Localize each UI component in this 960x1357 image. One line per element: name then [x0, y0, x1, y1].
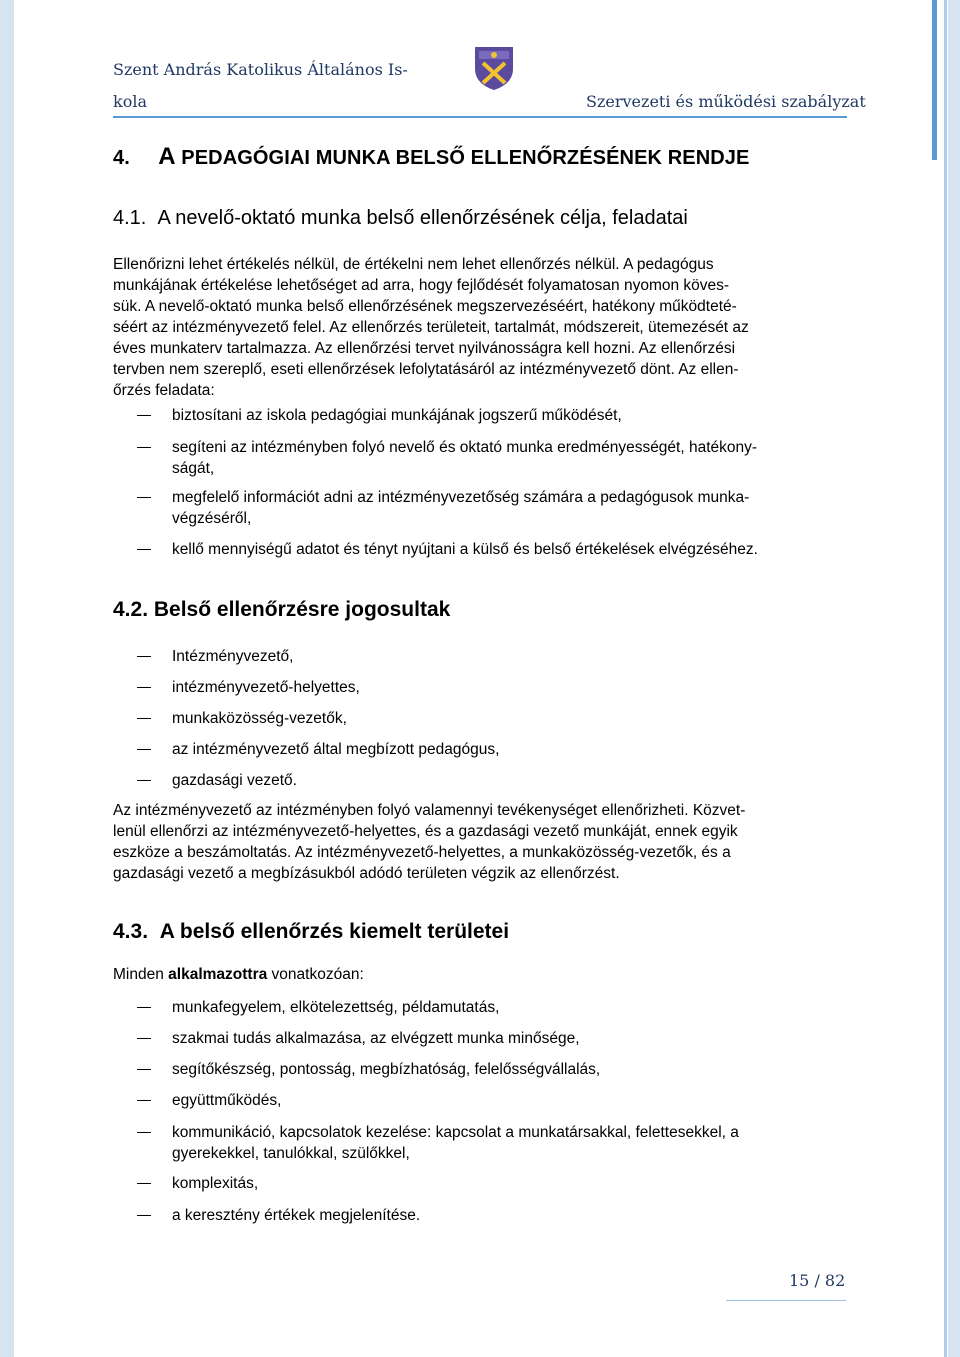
paragraph-line: eszköze a beszámoltatás. Az intézményvezető-helyettes, a munkaközösség-vezetők, és a [113, 844, 731, 861]
section-4-2-number: 4.2. [113, 598, 149, 621]
list-item-line: megfelelő információt adni az intézményvezetőség számára a pedagógusok munka- [172, 489, 750, 506]
intro-text-end: vonatkozóan: [267, 966, 364, 983]
section-4-2-paragraph [113, 800, 848, 884]
right-accent-bar [932, 0, 937, 160]
list-item [172, 1090, 847, 1111]
left-page-edge [0, 0, 14, 1357]
list-bullet-dash [137, 1183, 151, 1184]
list-item-line: komplexitás, [172, 1175, 259, 1192]
section-4-3-title: A belső ellenőrzés kiemelt területei [159, 920, 510, 943]
list-item-line: kellő mennyiségű adatot és tényt nyújtani a külső és belső értékelések elvégzéséhez. [172, 541, 758, 558]
list-bullet-dash [137, 497, 151, 498]
list-bullet-dash [137, 656, 151, 657]
list-item-line: biztosítani az iskola pedagógiai munkájának jogszerű működését, [172, 407, 622, 424]
list-bullet-dash [137, 1100, 151, 1101]
list-item-line: munkafegyelem, elkötelezettség, példamutatás, [172, 999, 500, 1016]
section-4-heading [113, 143, 749, 171]
section-4-2-heading [113, 598, 450, 622]
section-4-1-number: 4.1. [113, 207, 147, 229]
list-item [172, 1028, 847, 1049]
section-4-number: 4. [113, 147, 130, 169]
list-item-line: a keresztény értékek megjelenítése. [172, 1207, 421, 1224]
section-4-2-title: Belső ellenőrzésre jogosultak [153, 598, 451, 621]
list-item-line: kommunikáció, kapcsolatok kezelése: kapcsolat a munkatársakkal, felettesekkel, a [172, 1124, 739, 1141]
list-item [172, 1173, 847, 1194]
list-item-line: gyerekekkel, tanulókkal, szülőkkel, [172, 1145, 410, 1162]
section-4-1-heading [113, 207, 688, 230]
section-4-1-paragraph [113, 254, 848, 401]
list-bullet-dash [137, 1215, 151, 1216]
header-doc-title: Szervezeti és működési szabályzat [586, 92, 866, 111]
intro-bold-text: alkalmazottra [168, 966, 268, 983]
header-rule [113, 116, 847, 118]
section-4-3-intro [113, 964, 848, 985]
list-bullet-dash [137, 687, 151, 688]
list-item-line: végzéséről, [172, 510, 252, 527]
list-item [172, 405, 847, 426]
section-4-title: PEDAGÓGIAI MUNKA BELSŐ ELLENŐRZÉSÉNEK RENDJE [175, 147, 750, 169]
list-item: intézményvezető-helyettes, [172, 679, 360, 696]
section-4-3-heading [113, 920, 509, 944]
footer-rule [726, 1300, 846, 1301]
paragraph-line: őrzés feladata: [113, 382, 215, 399]
list-item [172, 997, 847, 1018]
paragraph-line: tervben nem szereplő, eseti ellenőrzések lefolytatásáról az intézményvezető dönt. Az ellen- [113, 361, 739, 378]
paragraph-line: sük. A nevelő-oktató munka belső ellenőrzésének megszervezéséért, hatékony működteté- [113, 298, 737, 315]
list-item: az intézményvezető által megbízott pedagógus, [172, 741, 500, 758]
section-4-3-number: 4.3. [113, 920, 149, 943]
intro-text: Minden [113, 966, 169, 983]
list-bullet-dash [137, 447, 151, 448]
list-item [172, 539, 847, 560]
list-item [172, 1122, 847, 1164]
list-bullet-dash [137, 1069, 151, 1070]
list-item-line: segítőkészség, pontosság, megbízhatóság, felelősségvállalás, [172, 1061, 601, 1078]
list-bullet-dash [137, 549, 151, 550]
right-page-edge [948, 0, 960, 1357]
section-4-1-title: A nevelő-oktató munka belső ellenőrzésének célja, feladatai [157, 207, 688, 229]
paragraph-line: munkájának értékelése lehetőséget ad arra, hogy fejlődését folyamatosan nyomon köves- [113, 277, 730, 294]
list-bullet-dash [137, 749, 151, 750]
list-item-line: ságát, [172, 460, 215, 477]
header-school-name-line1: Szent András Katolikus Általános Is- [113, 60, 408, 79]
list-bullet-dash [137, 780, 151, 781]
paragraph-line: gazdasági vezető a megbízásukból adódó területen végzik az ellenőrzést. [113, 865, 620, 882]
paragraph-line: Ellenőrizni lehet értékelés nélkül, de értékelni nem lehet ellenőrzés nélkül. A pedagógus [113, 256, 714, 273]
section-4-title-initial: A [158, 143, 176, 170]
list-item-line: segíteni az intézményben folyó nevelő és oktató munka eredményességét, hatékony- [172, 439, 758, 456]
list-item [172, 487, 847, 529]
list-item-line: szakmai tudás alkalmazása, az elvégzett munka minősége, [172, 1030, 580, 1047]
paragraph-line: séért az intézményvezető felel. Az ellenőrzés területeit, tartalmát, módszereit, ütemezését az [113, 319, 749, 336]
church-shield-logo-icon [473, 45, 515, 91]
list-item [172, 1059, 847, 1080]
list-item: gazdasági vezető. [172, 772, 297, 789]
list-item-line: együttműködés, [172, 1092, 282, 1109]
header-school-name-line2: kola [113, 92, 147, 111]
list-bullet-dash [137, 1038, 151, 1039]
page-number: 15 / 82 [789, 1271, 846, 1290]
list-bullet-dash [137, 1007, 151, 1008]
paragraph-line: éves munkaterv tartalmazza. Az ellenőrzési tervet nyilvánosságra kell hozni. Az ellenőrzési [113, 340, 736, 357]
list-item: munkaközösség-vezetők, [172, 710, 347, 727]
list-bullet-dash [137, 718, 151, 719]
paragraph-line: Az intézményvezető az intézményben folyó valamennyi tevékenységet ellenőrizheti. Közvet- [113, 802, 746, 819]
list-item [172, 1205, 847, 1226]
list-item: Intézményvezető, [172, 648, 294, 665]
list-bullet-dash [137, 415, 151, 416]
list-bullet-dash [137, 1132, 151, 1133]
paragraph-line: lenül ellenőrzi az intézményvezető-helyettes, és a gazdasági vezető munkáját, ennek egyik [113, 823, 738, 840]
right-accent-line [944, 0, 947, 1357]
list-item [172, 437, 847, 479]
